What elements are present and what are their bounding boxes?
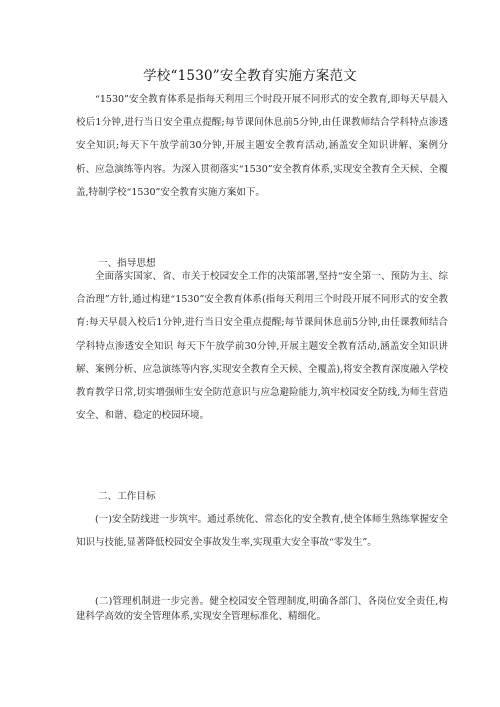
document-title: 学校“1530”安全教育实施方案范文 [143,68,357,84]
work-goal-item: (二)管理机制进一步完善。健全校园安全管理制度,明确各部门、各岗位安全责任,构建科学高效的安全管理体系,实现安全管理标准化、精细化。 [76,596,448,622]
section-heading-guiding-ideology: 一、指导思想 [98,258,156,269]
intro-paragraph: “1530”安全教育体系是指每天利用三个时段开展不同形式的安全教育,即每天早晨入校后1分钟,进行当日安全重点提醒;每节课间休息前5分钟,由任课教师结合学科特点渗透安全知识;每天下午放学前30分钟,开展主题安全教育活动,涵盖安全知识讲解、案例分析、应急演练等内容。为深入贯彻落实“1530”安全教育体系,实现安全教育全天候、全覆盖,特制学校“1530”安全教育实施方案如下。 [76,94,448,198]
section-heading-work-goals: 二、工作目标 [98,491,156,502]
work-goal-item: (一)安全防线进一步筑牢。通过系统化、常态化的安全教育,使全体师生熟练掌握安全知识与技能,显著降低校园安全事故发生率,实现重大安全事故“零发生”。 [76,514,448,549]
section-body-guiding-ideology: 全面落实国家、省、市关于校园安全工作的决策部署,坚持“安全第一、预防为主、综合治理”方针,通过构建“1530”安全教育体系(指每天利用三个时段开展不同形式的安全教育:每天早晨入校后1分钟,进行当日安全重点提醒;每节课间休息前5分钟,由任课教师结合学科特点渗透安全知识 每天下午放学前30分钟,开展主题安全教育活动,涵盖安全知识讲解、案例分析、应急演练等内容,实现安全教育全天候、全覆盖),将安全教育深度融入学校教育教学日常,切实增强师生安全防范意识与应急避险能力,筑牢校园安全防线,为师生营造安全、和谐、稳定的校园环境。 [76,271,448,422]
